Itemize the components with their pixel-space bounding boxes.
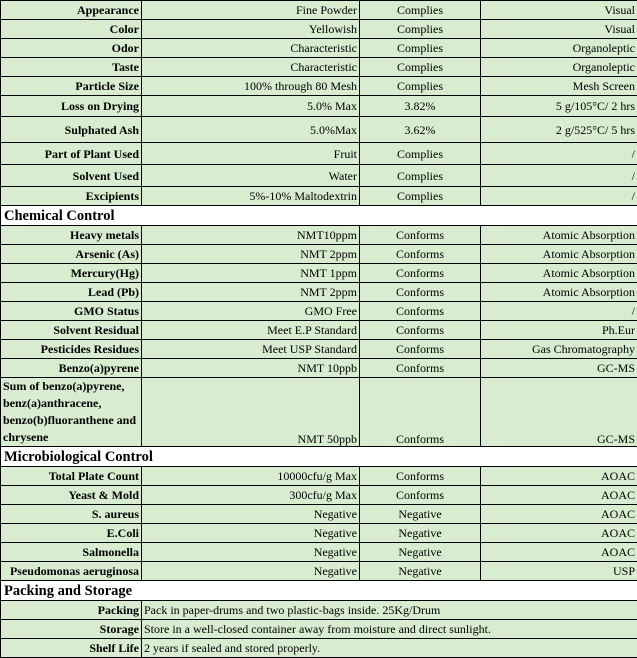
- item-label: Color: [1, 20, 142, 39]
- result-value: Complies: [360, 20, 481, 39]
- result-value: 3.62%: [360, 117, 481, 143]
- spec-row-excipients: [1, 187, 637, 206]
- result-value: Complies: [360, 39, 481, 58]
- result-value: Conforms: [360, 264, 481, 283]
- chem-row-pah-sum: [1, 378, 637, 447]
- result-value: Conforms: [360, 378, 481, 447]
- method-value: Atomic Absorption: [481, 264, 637, 283]
- result-value: Conforms: [360, 340, 481, 359]
- spec-value: 5%-10% Maltodextrin: [142, 187, 360, 206]
- shelf-life-value: 2 years if sealed and stored properly.: [142, 639, 637, 658]
- item-label: Pseudomonas aeruginosa: [1, 562, 142, 581]
- method-value: USP: [481, 562, 637, 581]
- item-label: Pesticides Residues: [1, 340, 142, 359]
- item-label: E.Coli: [1, 524, 142, 543]
- packing-row-packing: [1, 601, 637, 620]
- section-header-chemical: [1, 206, 637, 226]
- section-title: Packing and Storage: [1, 581, 637, 601]
- spec-value: Fine Powder: [142, 1, 360, 20]
- chem-row-gmo-status: [1, 302, 637, 321]
- item-label: Loss on Drying: [1, 96, 142, 117]
- micro-row-e-coli: [1, 524, 637, 543]
- item-label: Lead (Pb): [1, 283, 142, 302]
- result-value: Complies: [360, 143, 481, 165]
- method-value: 5 g/105°C/ 2 hrs: [481, 96, 637, 117]
- method-value: GC-MS: [481, 359, 637, 378]
- method-value: AOAC: [481, 543, 637, 562]
- storage-value: Store in a well-closed container away from moisture and direct sunlight.: [142, 620, 637, 639]
- method-value: /: [481, 187, 637, 206]
- item-label: S. aureus: [1, 505, 142, 524]
- method-value: Gas Chromatography: [481, 340, 637, 359]
- method-value: Atomic Absorption: [481, 226, 637, 245]
- method-value: /: [481, 165, 637, 187]
- spec-value: 5.0%Max: [142, 117, 360, 143]
- packing-row-storage: [1, 620, 637, 639]
- micro-row-pseudomonas: [1, 562, 637, 581]
- result-value: Conforms: [360, 245, 481, 264]
- spec-value: Meet E.P Standard: [142, 321, 360, 340]
- result-value: Complies: [360, 1, 481, 20]
- result-value: Conforms: [360, 321, 481, 340]
- item-label: Part of Plant Used: [1, 143, 142, 165]
- item-label: Arsenic (As): [1, 245, 142, 264]
- spec-value: 10000cfu/g Max: [142, 467, 360, 486]
- item-label: Salmonella: [1, 543, 142, 562]
- section-title: Microbiological Control: [1, 447, 637, 467]
- spec-row-color: [1, 20, 637, 39]
- micro-row-total-plate-count: [1, 467, 637, 486]
- chem-row-mercury: [1, 264, 637, 283]
- method-value: Organoleptic: [481, 39, 637, 58]
- result-value: Negative: [360, 505, 481, 524]
- spec-value: GMO Free: [142, 302, 360, 321]
- spec-value: Negative: [142, 524, 360, 543]
- item-label: Particle Size: [1, 77, 142, 96]
- spec-row-odor: [1, 39, 637, 58]
- spec-value: NMT 10ppb: [142, 359, 360, 378]
- item-label: Heavy metals: [1, 226, 142, 245]
- method-value: GC-MS: [481, 378, 637, 447]
- spec-row-appearance: [1, 1, 637, 20]
- spec-row-loss-on-drying: [1, 96, 637, 117]
- spec-value: Characteristic: [142, 39, 360, 58]
- micro-row-yeast-mold: [1, 486, 637, 505]
- spec-value: NMT10ppm: [142, 226, 360, 245]
- method-value: AOAC: [481, 467, 637, 486]
- item-label: Storage: [1, 620, 142, 639]
- method-value: Mesh Screen: [481, 77, 637, 96]
- spec-value: Negative: [142, 505, 360, 524]
- item-label: Shelf Life: [1, 639, 142, 658]
- method-value: AOAC: [481, 486, 637, 505]
- spec-row-solvent-used: [1, 165, 637, 187]
- chem-row-heavy-metals: [1, 226, 637, 245]
- result-value: Conforms: [360, 283, 481, 302]
- chem-row-lead: [1, 283, 637, 302]
- method-value: AOAC: [481, 524, 637, 543]
- item-label: Sum of benzo(a)pyrene, benz(a)anthracene, benzo(b)fluoranthene and chrysene: [1, 378, 142, 447]
- method-value: AOAC: [481, 505, 637, 524]
- result-value: Conforms: [360, 467, 481, 486]
- spec-value: 300cfu/g Max: [142, 486, 360, 505]
- spec-row-sulphated-ash: [1, 117, 637, 143]
- item-label: Taste: [1, 58, 142, 77]
- item-label: Mercury(Hg): [1, 264, 142, 283]
- spec-value: Negative: [142, 543, 360, 562]
- chem-row-arsenic: [1, 245, 637, 264]
- spec-row-particle-size: [1, 77, 637, 96]
- item-label: Solvent Residual: [1, 321, 142, 340]
- method-value: Atomic Absorption: [481, 283, 637, 302]
- spec-value: 5.0% Max: [142, 96, 360, 117]
- item-label: Benzo(a)pyrene: [1, 359, 142, 378]
- item-label: Sulphated Ash: [1, 117, 142, 143]
- spec-value: NMT 50ppb: [142, 378, 360, 447]
- spec-row-part-of-plant: [1, 143, 637, 165]
- item-label: Odor: [1, 39, 142, 58]
- packing-row-shelf-life: [1, 639, 637, 658]
- method-value: /: [481, 143, 637, 165]
- spec-value: Water: [142, 165, 360, 187]
- spec-value: 100% through 80 Mesh: [142, 77, 360, 96]
- spec-value: Negative: [142, 562, 360, 581]
- spec-value: Fruit: [142, 143, 360, 165]
- item-label: Yeast & Mold: [1, 486, 142, 505]
- method-value: Visual: [481, 20, 637, 39]
- item-label: Packing: [1, 601, 142, 620]
- result-value: Negative: [360, 543, 481, 562]
- result-value: Conforms: [360, 486, 481, 505]
- chem-row-solvent-residual: [1, 321, 637, 340]
- result-value: Negative: [360, 562, 481, 581]
- result-value: Conforms: [360, 302, 481, 321]
- spec-value: Characteristic: [142, 58, 360, 77]
- result-value: Complies: [360, 77, 481, 96]
- spec-value: NMT 1ppm: [142, 264, 360, 283]
- section-header-packing: [1, 581, 637, 601]
- spec-value: NMT 2ppm: [142, 283, 360, 302]
- result-value: Complies: [360, 58, 481, 77]
- method-value: Visual: [481, 1, 637, 20]
- spec-value: NMT 2ppm: [142, 245, 360, 264]
- result-value: Conforms: [360, 359, 481, 378]
- item-label: Solvent Used: [1, 165, 142, 187]
- chem-row-pesticides: [1, 340, 637, 359]
- result-value: Negative: [360, 524, 481, 543]
- result-value: Complies: [360, 187, 481, 206]
- item-label: GMO Status: [1, 302, 142, 321]
- result-value: 3.82%: [360, 96, 481, 117]
- section-header-micro: [1, 447, 637, 467]
- section-title: Chemical Control: [1, 206, 637, 226]
- micro-row-s-aureus: [1, 505, 637, 524]
- micro-row-salmonella: [1, 543, 637, 562]
- packing-value: Pack in paper-drums and two plastic-bags inside. 25Kg/Drum: [142, 601, 637, 620]
- method-value: Ph.Eur: [481, 321, 637, 340]
- spec-value: Yellowish: [142, 20, 360, 39]
- result-value: Complies: [360, 165, 481, 187]
- method-value: 2 g/525°C/ 5 hrs: [481, 117, 637, 143]
- spec-row-taste: [1, 58, 637, 77]
- result-value: Conforms: [360, 226, 481, 245]
- chem-row-benzopyrene: [1, 359, 637, 378]
- item-label: Excipients: [1, 187, 142, 206]
- method-value: Atomic Absorption: [481, 245, 637, 264]
- method-value: /: [481, 302, 637, 321]
- method-value: Organoleptic: [481, 58, 637, 77]
- item-label: Total Plate Count: [1, 467, 142, 486]
- spec-value: Meet USP Standard: [142, 340, 360, 359]
- item-label: Appearance: [1, 1, 142, 20]
